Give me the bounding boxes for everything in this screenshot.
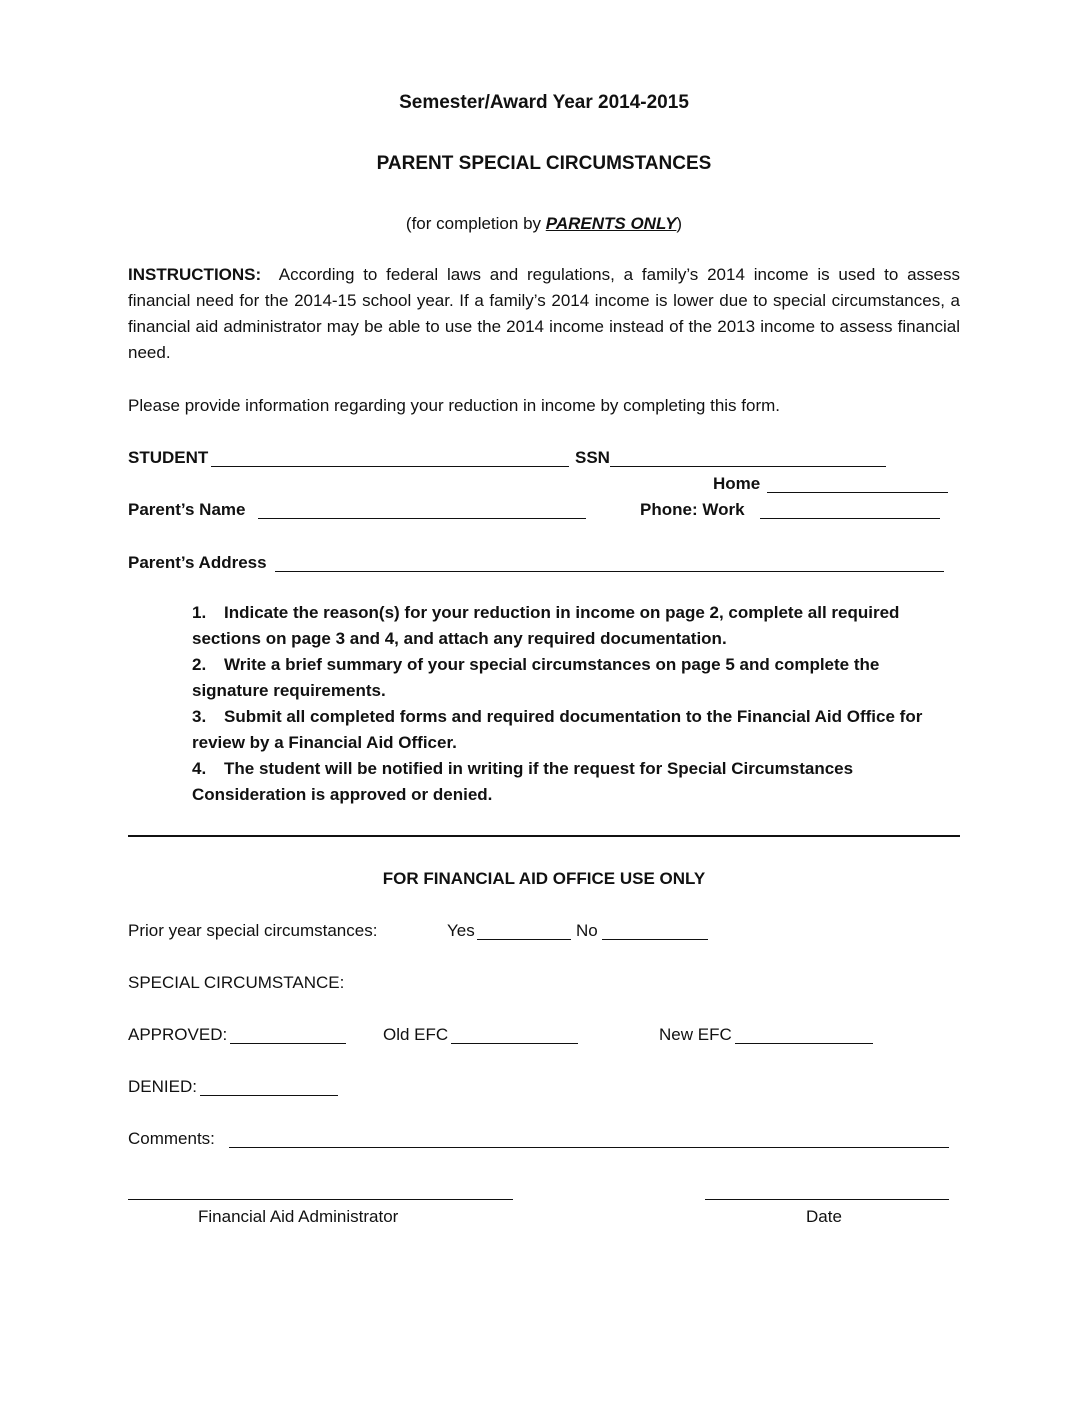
ssn-label: SSN: [575, 448, 610, 467]
page-title: Semester/Award Year 2014-2015: [399, 92, 689, 113]
no-label: No: [576, 921, 598, 940]
comments-label: Comments:: [128, 1129, 215, 1148]
parent-address-label: Parent’s Address: [128, 553, 267, 572]
home-phone-field[interactable]: [767, 470, 948, 493]
parents-only-emphasis: PARENTS ONLY: [545, 214, 677, 233]
comments-field[interactable]: [229, 1125, 949, 1148]
new-efc-label: New EFC: [659, 1025, 732, 1044]
date-label: Date: [806, 1207, 842, 1226]
approved-label: APPROVED:: [128, 1025, 228, 1044]
step-number: 1.: [192, 603, 207, 622]
list-item: [192, 600, 952, 652]
list-item: [192, 652, 952, 704]
parent-address-field[interactable]: [275, 549, 944, 572]
approved-field[interactable]: [230, 1021, 346, 1044]
new-efc-field[interactable]: [735, 1021, 873, 1044]
old-efc-label: Old EFC: [383, 1025, 449, 1044]
step-text: Write a brief summary of your special circumstances on page 5 and complete the signature requirements.: [192, 655, 880, 700]
administrator-label: Financial Aid Administrator: [198, 1207, 399, 1226]
provide-info-text: Please provide information regarding your reduction in income by completing this form.: [128, 396, 780, 415]
section-divider: [128, 835, 960, 837]
form-title: PARENT SPECIAL CIRCUMSTANCES: [376, 153, 712, 174]
work-phone-label: Phone: Work: [640, 500, 745, 519]
yes-label: Yes: [447, 921, 475, 940]
step-number: 3.: [192, 707, 207, 726]
instructions-paragraph: [128, 262, 960, 366]
parent-name-label: Parent’s Name: [128, 500, 246, 519]
step-text: The student will be notified in writing if the request for Special Circumstances Consideration is approved or denied.: [192, 759, 854, 804]
student-field[interactable]: [211, 444, 569, 467]
list-item: [192, 704, 952, 756]
office-heading: FOR FINANCIAL AID OFFICE USE ONLY: [382, 869, 706, 888]
step-number: 2.: [192, 655, 207, 674]
completion-prefix: (for completion by: [405, 214, 546, 233]
step-text: Indicate the reason(s) for your reduction in income on page 2, complete all required sections on page 3 and 4, and attach any required documentation.: [192, 603, 900, 648]
old-efc-field[interactable]: [451, 1021, 578, 1044]
administrator-signature-field[interactable]: [128, 1177, 513, 1200]
prior-year-label: Prior year special circumstances:: [128, 921, 378, 940]
no-field[interactable]: [602, 917, 708, 940]
ssn-field[interactable]: [610, 444, 886, 467]
step-text: Submit all completed forms and required documentation to the Financial Aid Office for review by a Financial Aid Officer.: [192, 707, 923, 752]
completion-note: [0, 211, 1088, 237]
work-phone-field[interactable]: [760, 496, 940, 519]
date-field[interactable]: [705, 1177, 949, 1200]
step-number: 4.: [192, 759, 207, 778]
denied-field[interactable]: [200, 1073, 338, 1096]
student-label: STUDENT: [128, 448, 209, 467]
yes-field[interactable]: [477, 917, 571, 940]
parent-name-field[interactable]: [258, 496, 586, 519]
home-phone-label: Home: [713, 474, 761, 493]
instructions-label: INSTRUCTIONS:: [128, 265, 262, 284]
instructions-text: According to federal laws and regulations, a family’s 2014 income is used to assess financial need for the 2014-15 school year. If a family’s 2014 income is lower due to special circumstances, a financial aid administrator may be able to use the 2014 income instead of the 2013 income to assess financial need.: [128, 265, 960, 362]
steps-list: [192, 600, 952, 808]
special-circumstance-label: SPECIAL CIRCUMSTANCE:: [128, 973, 345, 992]
denied-label: DENIED:: [128, 1077, 197, 1096]
completion-suffix: ): [676, 214, 683, 233]
list-item: [192, 756, 952, 808]
